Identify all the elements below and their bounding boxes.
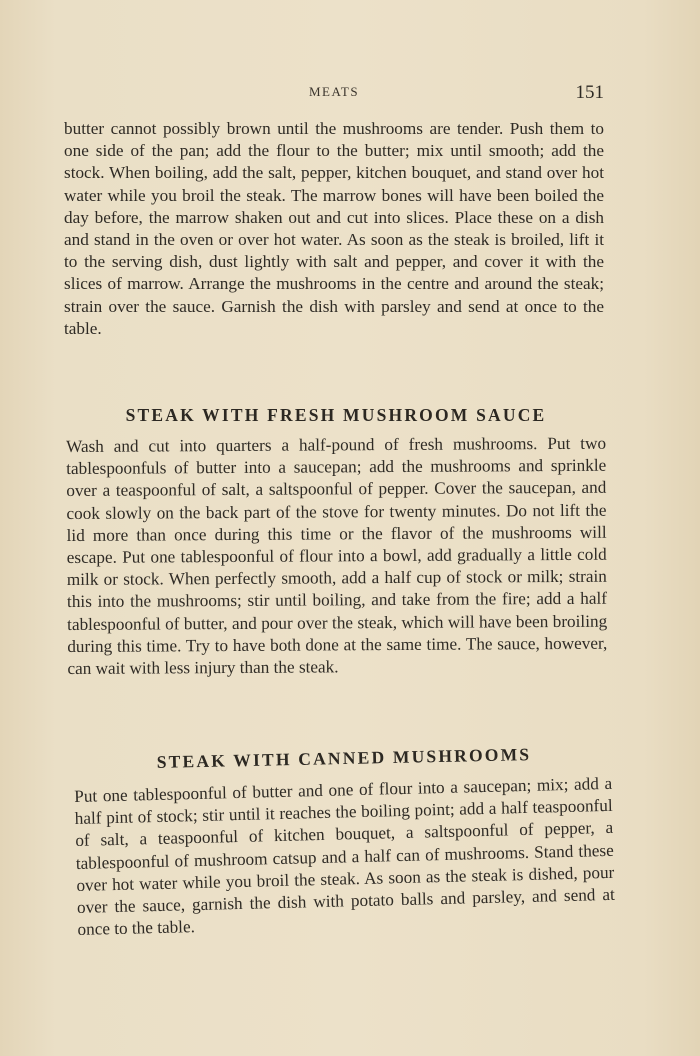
recipe-heading-canned-mushrooms: STEAK WITH CANNED MUSHROOMS xyxy=(156,744,532,772)
running-head xyxy=(64,82,604,106)
recipe-heading-fresh-mushroom-sauce: STEAK WITH FRESH MUSHROOM SAUCE xyxy=(125,405,547,425)
continued-paragraph: butter cannot possibly brown until the mushrooms are tender. Push them to one side of the pan; add the flour to the butter; mix until smooth; add the stock. When boiling, add the salt, pepper, kitchen bouquet, and stand over hot water while you broil the steak. The marrow bones will have been boiled the day before, the marrow shaken out and cut into slices. Place these on a dish and stand in the oven or over hot water. As soon as the steak is broiled, lift it to the serving dish, dust lightly with salt and pepper, and cover it with the slices of marrow. Arrange the mushrooms in the centre and around the steak; strain over the sauce. Garnish the dish with parsley and send at once to the table. xyxy=(64,119,604,338)
recipe-text-canned-mushrooms: Put one tablespoonful of butter and one of flour into a saucepan; mix; add a half pint of stock; stir until it reaches the boiling point; add a half teaspoonful of salt, a teaspoonful of kitchen bouquet, a saltspoonful of pepper, a tablespoonful of mushroom catsup and a half can of mushrooms. Stand these over hot water while you broil the steak. As soon as the steak is dished, pour over the sauce, garnish the dish with potato balls and parsley, and send at once to the table. xyxy=(74,773,616,940)
recipe-text-fresh-mushroom-sauce: Wash and cut into quarters a half-pound of fresh mushrooms. Put two tablespoonfuls of butter into a saucepan; add the mushrooms and sprinkle over a teaspoonful of salt, a saltspoonful of pepper. Cover the saucepan, and cook slowly on the back part of the stove for twenty minutes. Do not lift the lid more than once during this time or the flavor of the mushrooms will escape. Put one tablespoonful of flour into a bowl, add gradually a little cold milk or stock. When perfectly smooth, add a half cup of stock or milk; strain this into the mushrooms; stir until boiling, and take from the fire; add a half tablespoonful of butter, and pour over the steak, which will have been broiling during this time. Try to have both done at the same time. The sauce, however, can wait with less injury than the steak. xyxy=(66,433,608,679)
running-head-title: MEATS xyxy=(308,84,360,99)
page-number: 151 xyxy=(575,82,604,103)
